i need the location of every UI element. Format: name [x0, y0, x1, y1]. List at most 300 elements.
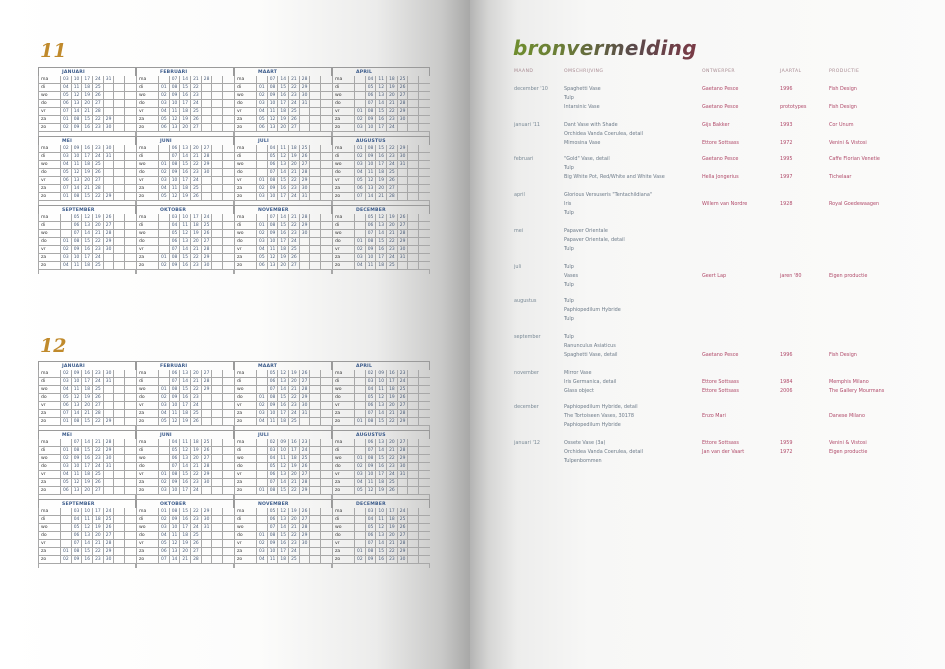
month-spacer: [38, 564, 136, 568]
date-cell: [299, 238, 310, 245]
date-cell: 21: [190, 378, 201, 385]
date-cell: 07: [169, 378, 180, 385]
source-description: Spaghetti Vase, detail: [564, 352, 618, 358]
day-label: wo: [332, 161, 354, 168]
date-cell: [299, 254, 310, 261]
date-cell: 23: [190, 169, 201, 176]
source-month: december: [514, 404, 539, 410]
date-cell: 17: [277, 100, 288, 107]
date-cell: 28: [201, 378, 212, 385]
week-day-row: [38, 508, 136, 516]
date-cell: 07: [267, 386, 278, 393]
day-label: za: [38, 410, 60, 417]
day-label: za: [234, 548, 256, 555]
date-cell: [354, 76, 365, 83]
date-cell: [256, 378, 267, 385]
date-cell: 03: [256, 193, 267, 200]
date-cell: 08: [169, 254, 180, 261]
day-label: di: [136, 222, 158, 229]
date-cell: 16: [375, 116, 386, 123]
empty-cell: [309, 116, 320, 123]
date-cell: 23: [92, 246, 103, 253]
empty-cell: [222, 169, 233, 176]
date-cell: 21: [190, 76, 201, 83]
date-cell: 02: [354, 246, 365, 253]
day-label: do: [136, 532, 158, 539]
date-cell: 28: [201, 76, 212, 83]
week-day-row: [332, 540, 430, 548]
date-cell: 26: [92, 92, 103, 99]
date-cell: 23: [397, 370, 408, 377]
calendar-month: [38, 361, 136, 430]
empty-cell: [407, 540, 418, 547]
empty-cell: [320, 238, 331, 245]
week-day-row: [234, 378, 332, 386]
week-day-row: [234, 92, 332, 100]
empty-cell: [407, 108, 418, 115]
week-day-row: [332, 230, 430, 238]
week-day-row: [38, 230, 136, 238]
date-cell: 11: [267, 418, 278, 425]
date-cell: [256, 479, 267, 486]
date-cell: 08: [71, 116, 82, 123]
week-day-row: [38, 524, 136, 532]
empty-cell: [222, 177, 233, 184]
date-cell: [60, 524, 71, 531]
date-cell: 22: [190, 508, 201, 515]
empty-cell: [211, 177, 222, 184]
date-cell: 12: [71, 169, 82, 176]
day-label: wo: [38, 524, 60, 531]
date-cell: [299, 108, 310, 115]
day-label: wo: [38, 455, 60, 462]
date-cell: [397, 193, 408, 200]
date-cell: 20: [81, 487, 92, 494]
day-label: do: [332, 238, 354, 245]
date-cell: 02: [267, 439, 278, 446]
month-name: FEBRUARI: [136, 67, 234, 76]
date-cell: 17: [386, 378, 397, 385]
month-name: AUGUSTUS: [332, 136, 430, 145]
date-cell: [354, 524, 365, 531]
date-cell: 05: [267, 508, 278, 515]
day-label: ma: [332, 145, 354, 152]
week-day-row: [136, 92, 234, 100]
date-cell: 03: [354, 471, 365, 478]
date-cell: 22: [190, 84, 201, 91]
date-cell: 04: [354, 479, 365, 486]
date-cell: 27: [299, 378, 310, 385]
date-cell: 22: [288, 177, 299, 184]
date-cell: 05: [256, 116, 267, 123]
date-cell: 11: [375, 76, 386, 83]
date-cell: 05: [267, 153, 278, 160]
day-label: wo: [38, 386, 60, 393]
empty-cell: [124, 108, 135, 115]
day-label: zo: [136, 556, 158, 563]
empty-cell: [124, 487, 135, 494]
date-cell: 30: [201, 262, 212, 269]
source-description: The Tortoiseen Vases, 30178: [564, 413, 635, 419]
date-cell: 10: [267, 548, 278, 555]
date-cell: 20: [277, 262, 288, 269]
date-cell: 04: [267, 145, 278, 152]
date-cell: 26: [397, 394, 408, 401]
source-month: januari '11: [514, 122, 541, 128]
date-cell: 03: [71, 508, 82, 515]
date-cell: 23: [288, 230, 299, 237]
date-cell: 24: [386, 124, 397, 131]
date-cell: 22: [190, 254, 201, 261]
date-cell: [354, 508, 365, 515]
source-designer: Ettore Sottsass: [702, 140, 739, 146]
empty-cell: [124, 447, 135, 454]
empty-cell: [418, 222, 429, 229]
week-day-row: [136, 455, 234, 463]
date-cell: 01: [158, 84, 169, 91]
week-day-row: [136, 370, 234, 378]
date-cell: 17: [179, 487, 190, 494]
calendar-month: [332, 136, 430, 205]
empty-cell: [407, 447, 418, 454]
empty-cell: [407, 238, 418, 245]
empty-cell: [309, 487, 320, 494]
empty-cell: [309, 439, 320, 446]
date-cell: 06: [71, 222, 82, 229]
day-label: ma: [38, 145, 60, 152]
date-cell: 21: [288, 76, 299, 83]
date-cell: 28: [190, 556, 201, 563]
empty-cell: [309, 254, 320, 261]
date-cell: 13: [179, 238, 190, 245]
date-cell: [103, 479, 114, 486]
date-cell: 02: [158, 516, 169, 523]
empty-cell: [320, 548, 331, 555]
date-cell: 24: [103, 508, 114, 515]
empty-cell: [222, 410, 233, 417]
empty-cell: [407, 145, 418, 152]
date-cell: 30: [103, 556, 114, 563]
date-cell: [397, 169, 408, 176]
empty-cell: [113, 193, 124, 200]
date-cell: 24: [288, 410, 299, 417]
day-label: za: [332, 185, 354, 192]
source-description: Tulp: [564, 95, 574, 101]
week-day-row: [38, 222, 136, 230]
empty-cell: [124, 479, 135, 486]
date-cell: 27: [397, 532, 408, 539]
month-spacer: [332, 564, 430, 568]
day-label: ma: [136, 145, 158, 152]
date-cell: 06: [267, 471, 278, 478]
date-cell: 13: [71, 487, 82, 494]
date-cell: 07: [267, 524, 278, 531]
month-spacer: [136, 270, 234, 274]
date-cell: [397, 124, 408, 131]
date-cell: 04: [60, 84, 71, 91]
date-cell: 04: [71, 516, 82, 523]
date-cell: 28: [92, 410, 103, 417]
date-cell: 27: [92, 402, 103, 409]
day-label: di: [234, 222, 256, 229]
source-year: 2006: [780, 388, 793, 394]
empty-cell: [211, 471, 222, 478]
source-description: Tulpenbommen: [564, 458, 602, 464]
empty-cell: [407, 230, 418, 237]
date-cell: 25: [288, 556, 299, 563]
week-day-row: [38, 418, 136, 426]
empty-cell: [407, 386, 418, 393]
day-label: wo: [136, 455, 158, 462]
empty-cell: [222, 548, 233, 555]
date-cell: 05: [158, 540, 169, 547]
empty-cell: [124, 540, 135, 547]
empty-cell: [320, 447, 331, 454]
date-cell: 08: [169, 161, 180, 168]
date-cell: 22: [288, 394, 299, 401]
date-cell: 09: [365, 153, 376, 160]
day-label: ma: [332, 76, 354, 83]
date-cell: [354, 84, 365, 91]
date-cell: 30: [201, 479, 212, 486]
date-cell: 03: [158, 524, 169, 531]
date-cell: 01: [354, 238, 365, 245]
day-label: do: [332, 394, 354, 401]
date-cell: 21: [288, 169, 299, 176]
empty-cell: [418, 378, 429, 385]
date-cell: 13: [267, 262, 278, 269]
week-day-row: [234, 185, 332, 193]
day-label: vr: [332, 108, 354, 115]
date-cell: 18: [386, 386, 397, 393]
source-description: Iris Germanica, detail: [564, 379, 617, 385]
day-label: do: [136, 463, 158, 470]
week-day-row: [136, 84, 234, 92]
date-cell: 21: [81, 410, 92, 417]
date-cell: 19: [92, 524, 103, 531]
day-label: di: [332, 153, 354, 160]
date-cell: 17: [375, 471, 386, 478]
date-cell: 19: [386, 524, 397, 531]
week-day-row: [234, 230, 332, 238]
date-cell: 13: [375, 439, 386, 446]
day-label: zo: [136, 124, 158, 131]
empty-cell: [113, 524, 124, 531]
date-cell: 20: [190, 238, 201, 245]
date-cell: 31: [397, 161, 408, 168]
date-cell: 31: [103, 378, 114, 385]
week-day-row: [332, 439, 430, 447]
empty-cell: [124, 161, 135, 168]
day-label: za: [136, 185, 158, 192]
date-cell: 01: [354, 548, 365, 555]
date-cell: 26: [299, 153, 310, 160]
empty-cell: [222, 222, 233, 229]
date-cell: 17: [81, 153, 92, 160]
source-description: Ossete Vase (3a): [564, 440, 606, 446]
date-cell: 01: [60, 548, 71, 555]
week-day-row: [332, 532, 430, 540]
date-cell: 10: [267, 193, 278, 200]
empty-cell: [320, 230, 331, 237]
empty-cell: [124, 524, 135, 531]
week-day-row: [234, 487, 332, 495]
date-cell: 08: [365, 548, 376, 555]
week-day-row: [38, 254, 136, 262]
date-cell: 29: [397, 418, 408, 425]
day-label: do: [38, 169, 60, 176]
day-label: ma: [234, 370, 256, 377]
day-label: za: [234, 116, 256, 123]
date-cell: 14: [179, 76, 190, 83]
calendar-month: [332, 67, 430, 136]
date-cell: 11: [169, 410, 180, 417]
date-cell: 15: [375, 455, 386, 462]
date-cell: [256, 145, 267, 152]
date-cell: [354, 532, 365, 539]
date-cell: 14: [179, 246, 190, 253]
empty-cell: [309, 463, 320, 470]
empty-cell: [113, 418, 124, 425]
date-cell: [158, 378, 169, 385]
date-cell: 23: [288, 185, 299, 192]
day-label: di: [332, 378, 354, 385]
date-cell: 25: [386, 262, 397, 269]
day-label: di: [234, 84, 256, 91]
date-cell: 13: [71, 100, 82, 107]
week-day-row: [136, 161, 234, 169]
date-cell: 26: [201, 230, 212, 237]
day-label: wo: [136, 230, 158, 237]
date-cell: 25: [92, 471, 103, 478]
empty-cell: [222, 246, 233, 253]
day-label: za: [234, 479, 256, 486]
day-label: vr: [332, 246, 354, 253]
day-label: vr: [234, 402, 256, 409]
date-cell: 11: [365, 262, 376, 269]
empty-cell: [222, 145, 233, 152]
source-year: 1959: [780, 440, 793, 446]
date-cell: 24: [288, 238, 299, 245]
week-day-row: [38, 439, 136, 447]
date-cell: 08: [169, 386, 180, 393]
date-cell: 02: [60, 370, 71, 377]
date-cell: 05: [354, 487, 365, 494]
date-cell: 23: [299, 439, 310, 446]
empty-cell: [407, 370, 418, 377]
date-cell: 18: [277, 418, 288, 425]
month-name: APRIL: [332, 67, 430, 76]
empty-cell: [113, 153, 124, 160]
date-cell: 26: [103, 214, 114, 221]
year-number-11: 11: [40, 40, 67, 62]
date-cell: 22: [386, 455, 397, 462]
week-day-row: [234, 394, 332, 402]
date-cell: 27: [299, 471, 310, 478]
day-label: do: [332, 100, 354, 107]
date-cell: 14: [179, 153, 190, 160]
date-cell: 23: [92, 124, 103, 131]
date-cell: 14: [365, 193, 376, 200]
date-cell: 08: [365, 108, 376, 115]
week-day-row: [234, 246, 332, 254]
date-cell: 04: [158, 410, 169, 417]
source-month: november: [514, 370, 539, 376]
date-cell: 29: [299, 394, 310, 401]
date-cell: 11: [179, 439, 190, 446]
date-cell: 08: [169, 84, 180, 91]
week-day-row: [38, 262, 136, 270]
day-label: do: [332, 169, 354, 176]
empty-cell: [309, 471, 320, 478]
date-cell: 18: [375, 169, 386, 176]
empty-cell: [113, 169, 124, 176]
empty-cell: [418, 447, 429, 454]
col-header-description: OMSCHRIJVING: [564, 69, 604, 74]
date-cell: 21: [190, 153, 201, 160]
empty-cell: [320, 222, 331, 229]
day-label: za: [332, 116, 354, 123]
date-cell: 09: [365, 116, 376, 123]
date-cell: 02: [354, 116, 365, 123]
date-cell: 01: [354, 145, 365, 152]
date-cell: 26: [288, 116, 299, 123]
date-cell: 17: [375, 161, 386, 168]
empty-cell: [113, 516, 124, 523]
date-cell: 02: [60, 455, 71, 462]
empty-cell: [211, 76, 222, 83]
empty-cell: [113, 100, 124, 107]
date-cell: 18: [81, 262, 92, 269]
empty-cell: [222, 479, 233, 486]
day-label: wo: [234, 524, 256, 531]
date-cell: [201, 487, 212, 494]
date-cell: 07: [267, 169, 278, 176]
empty-cell: [222, 262, 233, 269]
date-cell: 01: [256, 487, 267, 494]
empty-cell: [113, 439, 124, 446]
date-cell: 10: [169, 487, 180, 494]
empty-cell: [320, 92, 331, 99]
empty-cell: [418, 370, 429, 377]
empty-cell: [211, 418, 222, 425]
day-label: ma: [234, 145, 256, 152]
empty-cell: [418, 169, 429, 176]
date-cell: 09: [71, 370, 82, 377]
empty-cell: [407, 402, 418, 409]
date-cell: 23: [92, 556, 103, 563]
week-day-row: [234, 370, 332, 378]
week-day-row: [332, 246, 430, 254]
week-day-row: [234, 508, 332, 516]
date-cell: 15: [179, 254, 190, 261]
date-cell: 04: [169, 439, 180, 446]
day-label: di: [332, 84, 354, 91]
date-cell: 07: [365, 540, 376, 547]
date-cell: 09: [365, 463, 376, 470]
date-cell: 05: [256, 254, 267, 261]
date-cell: 04: [267, 455, 278, 462]
week-day-row: [234, 463, 332, 471]
source-year: 1928: [780, 201, 793, 207]
week-day-row: [332, 516, 430, 524]
date-cell: 22: [190, 386, 201, 393]
date-cell: 23: [386, 246, 397, 253]
day-label: ma: [234, 508, 256, 515]
date-cell: 14: [375, 447, 386, 454]
date-cell: 20: [179, 124, 190, 131]
empty-cell: [113, 185, 124, 192]
